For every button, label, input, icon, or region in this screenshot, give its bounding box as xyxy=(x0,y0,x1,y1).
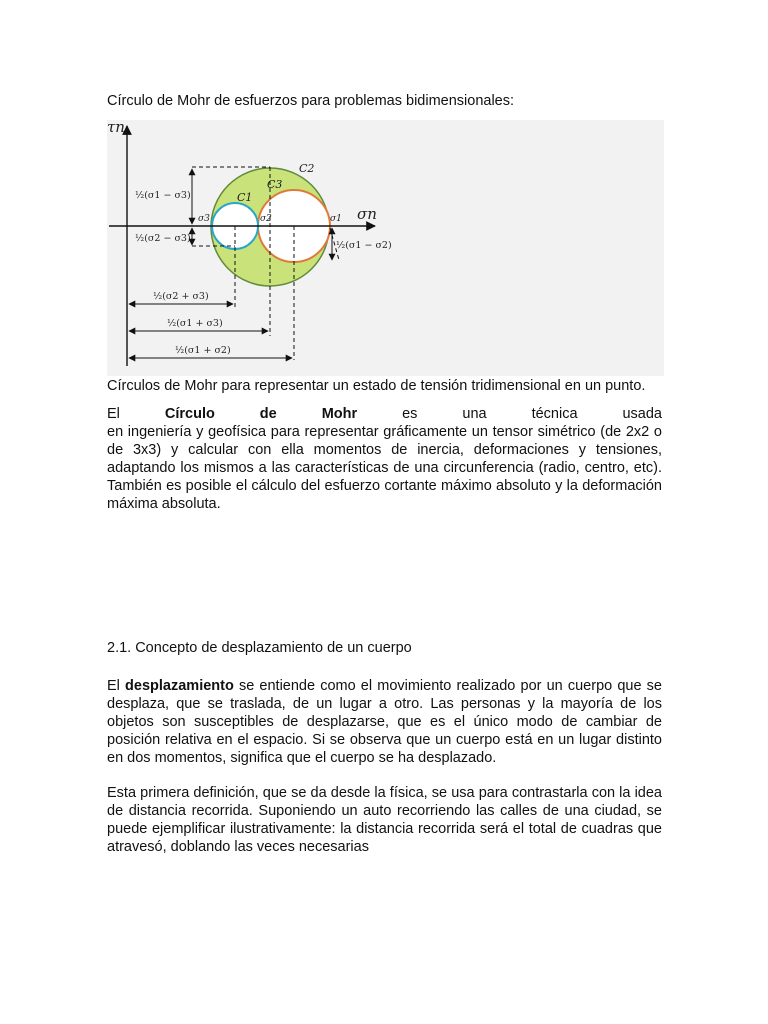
paragraph-desplazamiento xyxy=(107,677,662,767)
label-sigma2: σ2 xyxy=(260,214,272,224)
word: es xyxy=(402,406,418,422)
label-c2: C2 xyxy=(299,162,315,175)
definition-first-line xyxy=(107,405,662,423)
word-bold: Círculo xyxy=(164,406,215,422)
word: usada xyxy=(622,406,662,422)
definition-paragraph xyxy=(107,405,662,513)
word: una xyxy=(462,406,487,422)
dim-s1-minus-s3: ½(σ1 − σ3) xyxy=(135,190,191,201)
sigma-axis-label: σn xyxy=(357,205,377,223)
dim-s2-minus-s3: ½(σ2 − σ3) xyxy=(135,233,191,244)
word: El xyxy=(107,406,120,422)
label-sigma3: σ3 xyxy=(198,214,210,224)
word-bold: de xyxy=(259,406,277,422)
para1-lead: El xyxy=(107,678,126,694)
label-sigma1: σ1 xyxy=(330,214,342,224)
word-bold: Mohr xyxy=(321,406,358,422)
section-title: 2.1. Concepto de desplazamiento de un cuerpo xyxy=(107,640,412,656)
definition-rest: en ingeniería y geofísica para representar gráficamente un tensor simétrico (de 2x2 o de 3x3) y calcular con ella momentos de inercia, deformaciones y tensiones, adaptando los mismos a las características de una circunferencia (radio, centro, etc). También es posible el cálculo del esfuerzo cortante máximo absoluto y la deformación máxima absoluta. xyxy=(107,424,662,512)
dim-s1-plus-s2: ½(σ1 + σ2) xyxy=(175,345,231,356)
intro-heading: Círculo de Mohr de esfuerzos para problemas bidimensionales: xyxy=(107,93,515,109)
mohr-figure xyxy=(107,120,664,376)
label-c3: C3 xyxy=(267,178,283,191)
para1-bold-term: desplazamiento xyxy=(125,678,234,694)
paragraph-distancia: Esta primera definición, que se da desde la física, se usa para contrastarla con la idea de distancia recorrida. Suponiendo un auto recorriendo las calles de una ciudad, se puede ejemplificar ilustrativamente: la distancia recorrida será el total de cuadras que atravesó, doblando las veces necesarias xyxy=(107,785,662,855)
label-c1: C1 xyxy=(237,191,253,204)
figure-caption: Círculos de Mohr para representar un estado de tensión tridimensional en un punto. xyxy=(107,378,646,394)
tau-axis-label: τn xyxy=(107,120,125,136)
dim-s1-plus-s3: ½(σ1 + σ3) xyxy=(167,318,223,329)
word: técnica xyxy=(531,406,578,422)
dim-s2-plus-s3: ½(σ2 + σ3) xyxy=(153,291,209,302)
para1-rest: se entiende como el movimiento realizado por un cuerpo que se desplaza, que se traslada, de un lugar a otro. Las personas y la mayoría de los objetos son susceptibles de desplazarse, que es el único modo de cambiar de posición relativa en el espacio. Si se observa que un cuerpo está en un lugar distinto en dos momentos, significa que el cuerpo se ha desplazado. xyxy=(107,678,663,766)
dim-s1-minus-s2: ½(σ1 − σ2) xyxy=(336,240,392,251)
mohr-diagram xyxy=(107,120,664,376)
